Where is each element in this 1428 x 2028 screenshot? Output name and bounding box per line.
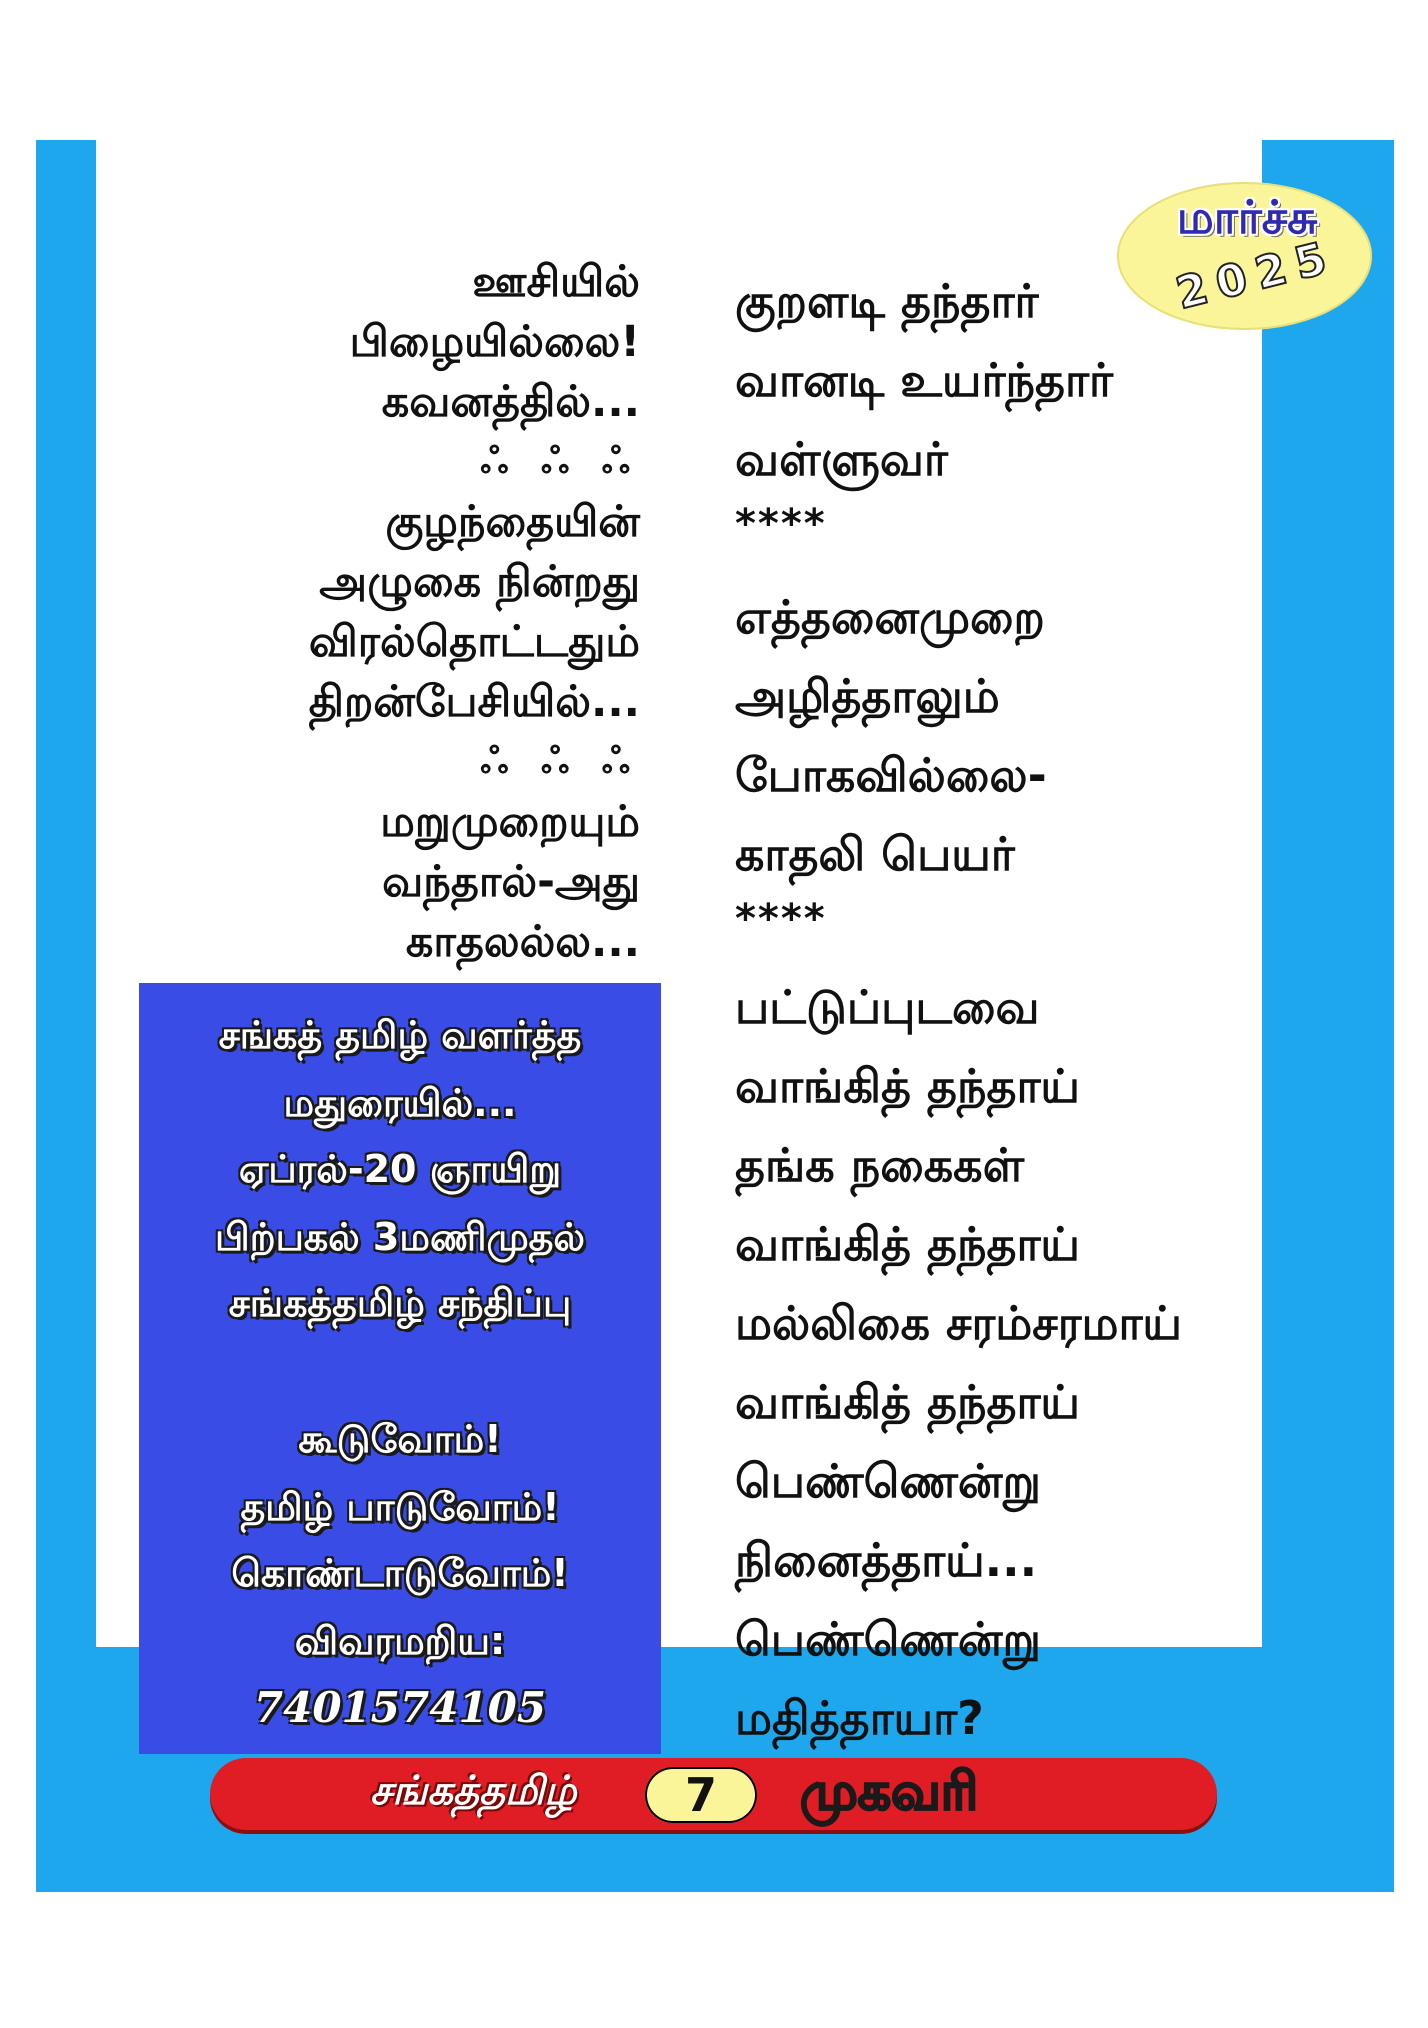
magazine-name: சங்கத்தமிழ்	[370, 1768, 577, 1814]
announcement-line: பிற்பகல் 3மணிமுதல்	[215, 1215, 585, 1259]
poem-line: மல்லிகை சரம்சரமாய்	[735, 1296, 1182, 1350]
poem-line: பட்டுப்புடவை	[735, 980, 1040, 1034]
dots-separator: ஃ ஃ ஃ	[480, 441, 640, 482]
poem-line: கவனத்தில்...	[381, 377, 640, 427]
right-poem-stanza-1	[735, 262, 1295, 549]
poem-line: ஊசியில்	[472, 257, 640, 307]
contact-phone: 7401574105	[253, 1683, 547, 1732]
event-announcement	[139, 983, 661, 1754]
poem-line: குறளடி தந்தார்	[735, 274, 1039, 328]
badge-year: 2025	[1171, 230, 1342, 320]
badge-month: மார்ச்சு	[1176, 190, 1318, 244]
poem-line: அழித்தாலும்	[735, 669, 1000, 723]
announcement-line: கூடுவோம்!	[298, 1417, 502, 1461]
poem-line: காதலல்ல...	[405, 917, 640, 967]
poem-line: காதலி பெயர்	[735, 827, 1015, 881]
poem-line: பெண்ணென்று	[735, 1454, 1041, 1508]
announcement-line: மதுரையில்...	[283, 1081, 517, 1125]
left-poem	[150, 252, 640, 972]
poem-line: வாங்கித் தந்தாய்	[735, 1375, 1080, 1429]
poem-line: மறுமுறையும்	[380, 797, 640, 847]
poem-line: நினைத்தாய்...	[735, 1533, 1038, 1587]
announcement-line: சங்கத்தமிழ் சந்திப்பு	[228, 1281, 572, 1325]
poem-line: திறன்பேசியில்...	[308, 677, 640, 727]
announcement-line: ஏப்ரல்-20 ஞாயிறு	[238, 1147, 562, 1191]
poem-line: விரல்தொட்டதும்	[308, 617, 640, 667]
announcement-line: சங்கத் தமிழ் வளர்த்த	[218, 1013, 582, 1057]
poem-line: போகவில்லை-	[735, 748, 1047, 802]
dots-separator: ஃ ஃ ஃ	[480, 741, 640, 782]
poem-line: வாங்கித் தந்தாய்	[735, 1059, 1080, 1113]
stars-separator: ****	[735, 501, 827, 547]
stars-separator: ****	[735, 896, 827, 942]
announcement-line: விவரமறிய:	[294, 1619, 506, 1663]
poem-line: எத்தனைமுறை	[735, 590, 1045, 644]
page-number: 7	[645, 1767, 757, 1823]
poem-line: பெண்ணென்று	[735, 1612, 1041, 1666]
announcement-line: கொண்டாடுவோம்!	[231, 1551, 569, 1595]
poem-line: வாங்கித் தந்தாய்	[735, 1217, 1080, 1271]
announcement-line: தமிழ் பாடுவோம்!	[240, 1485, 560, 1529]
poem-line: குழந்தையின்	[385, 497, 640, 547]
right-poem-stanza-2	[735, 578, 1295, 944]
poem-line: பிழையில்லை!	[349, 317, 640, 367]
poem-line: வானடி உயர்ந்தார்	[735, 353, 1114, 407]
poem-line: தங்க நகைகள்	[735, 1138, 1025, 1192]
poem-line: அழுகை நின்றது	[319, 557, 640, 607]
poem-line: வள்ளுவர்	[735, 432, 948, 486]
section-name: முகவரி	[800, 1762, 979, 1822]
poem-line: வந்தால்-அது	[382, 857, 640, 907]
poem-line: மதித்தாயா?	[735, 1691, 984, 1745]
right-poem-stanza-3	[735, 968, 1295, 1758]
